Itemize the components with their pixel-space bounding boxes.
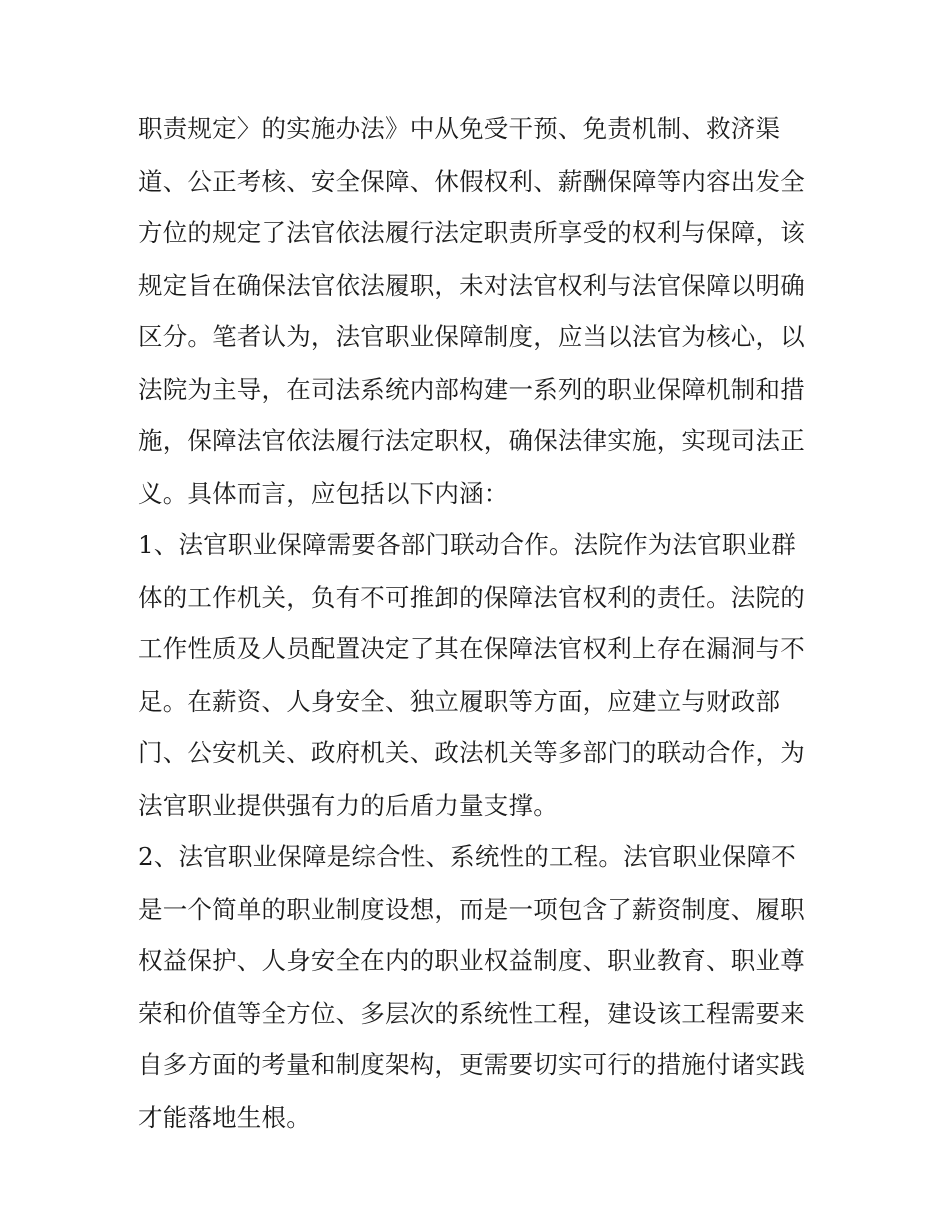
text-line: 法官职业提供强有力的后盾力量支撑。 [138,791,558,820]
text-line: 规定旨在确保法官依法履职，未对法官权利与法官保障以明确 [138,271,805,300]
text-line: 义。具体而言，应包括以下内涵： [138,479,509,508]
text-line: 荣和价值等全方位、多层次的系统性工程，建设该工程需要来 [138,999,805,1028]
text-line: 足。在薪资、人身安全、独立履职等方面，应建立与财政部 [138,687,781,716]
text-line: 职责规定〉的实施办法》中从免受干预、免责机制、救济渠 [138,114,781,143]
text-line: 2、法官职业保障是综合性、系统性的工程。法官职业保障不 [138,842,796,871]
text-line: 才能落地生根。 [138,1103,311,1132]
text-line: 1、法官职业保障需要各部门联动合作。法院作为法官职业群 [138,530,796,559]
text-line: 方位的规定了法官依法履行法定职责所享受的权利与保障，该 [138,218,805,247]
text-line: 施，保障法官依法履行法定职权，确保法律实施，实现司法正 [138,426,805,455]
text-line: 权益保护、人身安全在内的职业权益制度、职业教育、职业尊 [138,946,805,975]
text-line: 是一个简单的职业制度设想，而是一项包含了薪资制度、履职 [138,895,805,924]
text-line: 体的工作机关，负有不可推卸的保障法官权利的责任。法院的 [138,583,805,612]
text-line: 自多方面的考量和制度架构，更需要切实可行的措施付诸实践 [138,1050,805,1079]
text-line: 道、公正考核、安全保障、休假权利、薪酬保障等内容出发全 [138,167,805,196]
text-line: 工作性质及人员配置决定了其在保障法官权利上存在漏洞与不 [138,634,805,663]
text-line: 区分。笔者认为，法官职业保障制度，应当以法官为核心，以 [138,322,805,351]
text-line: 法院为主导，在司法系统内部构建一系列的职业保障机制和措 [138,375,805,404]
text-line: 门、公安机关、政府机关、政法机关等多部门的联动合作，为 [138,738,805,767]
